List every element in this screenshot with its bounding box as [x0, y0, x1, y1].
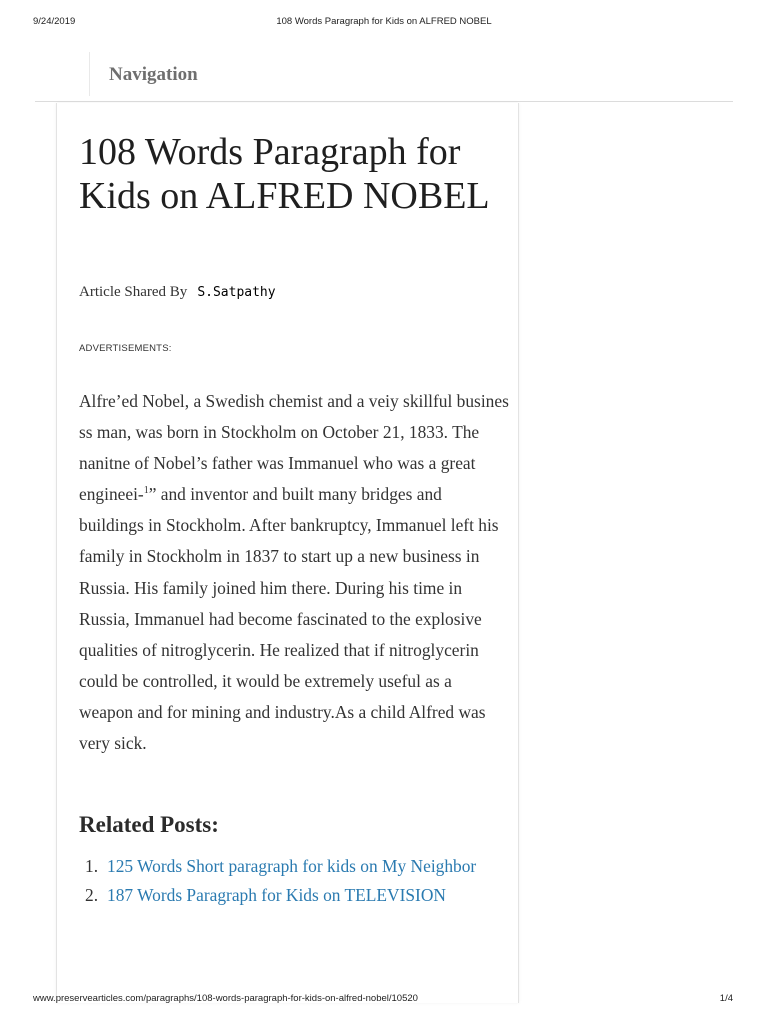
- print-footer: [0, 993, 768, 1007]
- article-body: [79, 386, 509, 759]
- list-item-number: 1.: [85, 856, 99, 876]
- page-title: 108 Words Paragraph for Kids on ALFRED NOBEL: [79, 131, 490, 217]
- author-name: S.Satpathy: [197, 285, 276, 300]
- article-body-text-1: Alfre’ed Nobel, a Swedish chemist and a veiy skillful busines ss man, was born in Stockholm on October 21, 1833. The nanitne of Nobel’s father was Immanuel who was a great engineei-: [79, 391, 509, 505]
- navigation-menu-toggle[interactable]: Navigation: [109, 64, 198, 85]
- print-url: www.preservearticles.com/paragraphs/108-words-paragraph-for-kids-on-alfred-nobel/10520: [33, 993, 418, 1004]
- print-header: [0, 16, 768, 30]
- list-item: [85, 852, 507, 881]
- related-posts-heading: Related Posts:: [79, 812, 219, 837]
- print-doc-title: 108 Words Paragraph for Kids on ALFRED NOBEL: [276, 16, 492, 27]
- byline-label: Article Shared By: [79, 284, 188, 300]
- list-item: [85, 881, 507, 910]
- list-item-number: 2.: [85, 885, 99, 905]
- print-page-number: 1/4: [719, 993, 733, 1004]
- header-divider: [35, 101, 733, 102]
- article-body-text-2: ” and inventor and built many bridges and buildings in Stockholm. After bankruptcy, Immanuel left his family in Stockholm in 1837 to start up a new business in Russia. His family joined him there. During his time in Russia, Immanuel had become fascinated to the explosive qualities of nitroglycerin. He realized that if nitroglycerin could be controlled, it would be extremely useful as a weapon and for mining and industry.As a child Alfred was very sick.: [79, 484, 499, 754]
- related-posts-list: [85, 852, 507, 910]
- byline: [79, 284, 276, 301]
- nav-bar: [0, 52, 768, 102]
- related-post-link[interactable]: 125 Words Short paragraph for kids on My Neighbor: [107, 856, 477, 876]
- advertisements-label: ADVERTISEMENTS:: [79, 343, 172, 354]
- print-date: 9/24/2019: [33, 16, 76, 27]
- nav-divider: [89, 52, 90, 96]
- related-post-link[interactable]: 187 Words Paragraph for Kids on TELEVISION: [107, 885, 446, 905]
- footnote-marker: 1: [143, 485, 149, 497]
